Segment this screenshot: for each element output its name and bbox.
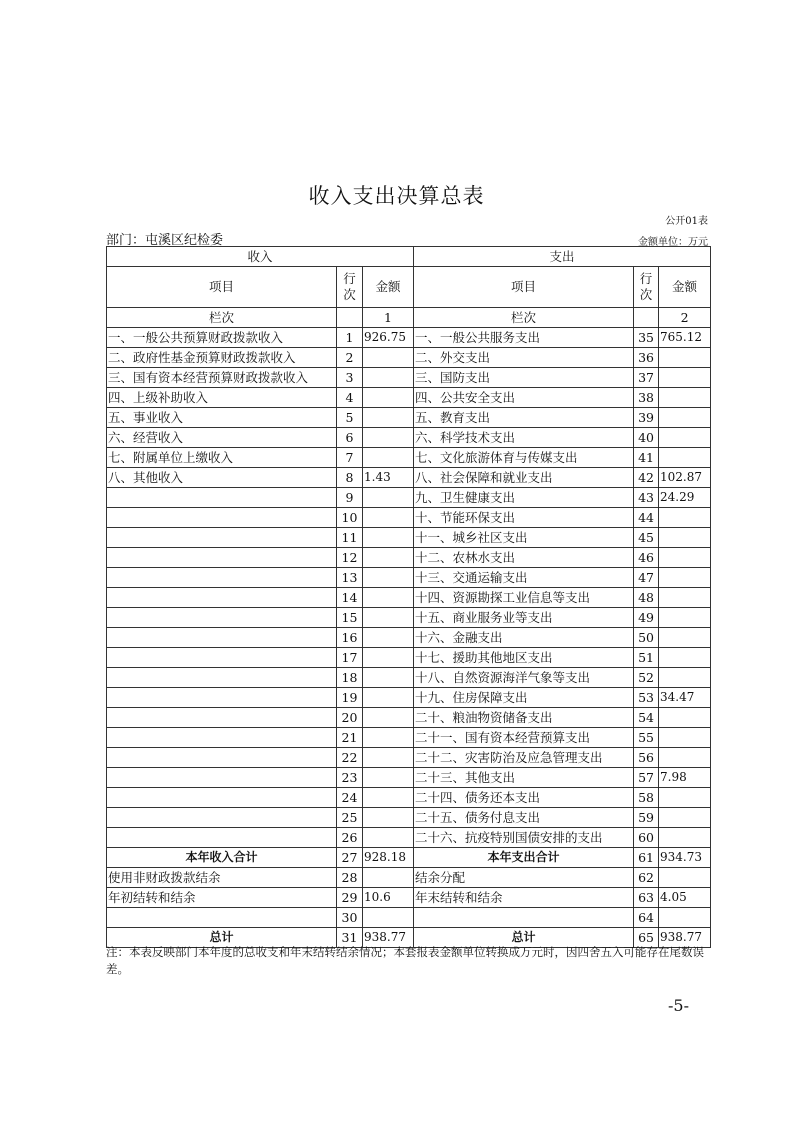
income-amount-cell xyxy=(363,588,414,608)
column-header-row xyxy=(107,267,711,308)
expense-item-cell: 十二、农林水支出 xyxy=(414,548,634,568)
expense-line-no-cell: 59 xyxy=(634,808,659,828)
expense-item-cell: 九、卫生健康支出 xyxy=(414,488,634,508)
expense-line-no-cell: 35 xyxy=(634,328,659,348)
expense-amount-cell xyxy=(659,388,711,408)
income-line-no-cell: 31 xyxy=(337,928,363,948)
expense-line-no-cell: 48 xyxy=(634,588,659,608)
income-line-no-cell: 21 xyxy=(337,728,363,748)
income-line-no-cell: 9 xyxy=(337,488,363,508)
expense-line-no-cell: 50 xyxy=(634,628,659,648)
income-col-number: 1 xyxy=(363,308,414,328)
form-number: 公开01表 xyxy=(665,216,708,227)
table-row xyxy=(107,568,711,588)
expense-line-no-cell: 38 xyxy=(634,388,659,408)
income-item-cell xyxy=(107,548,337,568)
income-amount-cell xyxy=(363,668,414,688)
table-row xyxy=(107,388,711,408)
income-line-no-cell: 17 xyxy=(337,648,363,668)
income-amount-cell xyxy=(363,348,414,368)
expense-item-cell: 四、公共安全支出 xyxy=(414,388,634,408)
expense-line-no-cell: 64 xyxy=(634,908,659,928)
expense-amount-cell: 4.05 xyxy=(659,888,711,908)
income-item-cell xyxy=(107,688,337,708)
expense-item-cell: 八、社会保障和就业支出 xyxy=(414,468,634,488)
income-item-cell xyxy=(107,648,337,668)
income-amount-cell xyxy=(363,428,414,448)
income-line-no-cell: 22 xyxy=(337,748,363,768)
income-line-no-cell: 12 xyxy=(337,548,363,568)
income-amount-cell xyxy=(363,368,414,388)
income-amount-cell xyxy=(363,748,414,768)
expense-section-header: 支出 xyxy=(414,247,711,267)
table-row xyxy=(107,328,711,348)
expense-item-cell: 二、外交支出 xyxy=(414,348,634,368)
income-item-cell: 总计 xyxy=(107,928,337,948)
income-item-cell: 六、经营收入 xyxy=(107,428,337,448)
expense-line-no-cell: 51 xyxy=(634,648,659,668)
expense-item-cell: 二十五、债务付息支出 xyxy=(414,808,634,828)
expense-amount-cell xyxy=(659,568,711,588)
expense-line-no-cell: 58 xyxy=(634,788,659,808)
expense-line-no-cell: 45 xyxy=(634,528,659,548)
income-amount-cell xyxy=(363,448,414,468)
income-amount-cell xyxy=(363,828,414,848)
expense-amount-cell xyxy=(659,708,711,728)
expense-item-cell: 二十一、国有资本经营预算支出 xyxy=(414,728,634,748)
table-row xyxy=(107,708,711,728)
income-line-no-cell: 26 xyxy=(337,828,363,848)
income-line-no-cell: 6 xyxy=(337,428,363,448)
expense-item-cell: 十六、金融支出 xyxy=(414,628,634,648)
table-row xyxy=(107,628,711,648)
expense-amount-cell xyxy=(659,548,711,568)
income-item-cell: 七、附属单位上缴收入 xyxy=(107,448,337,468)
table-row xyxy=(107,508,711,528)
income-line-no-cell: 7 xyxy=(337,448,363,468)
expense-amount-cell xyxy=(659,648,711,668)
income-amount-cell xyxy=(363,768,414,788)
income-line-no-cell: 19 xyxy=(337,688,363,708)
income-item-cell xyxy=(107,528,337,548)
expense-amount-cell xyxy=(659,868,711,888)
income-item-cell xyxy=(107,588,337,608)
income-line-no-cell: 23 xyxy=(337,768,363,788)
expense-item-cell: 十四、资源勘探工业信息等支出 xyxy=(414,588,634,608)
expense-line-no-cell: 36 xyxy=(634,348,659,368)
income-line-no-cell: 20 xyxy=(337,708,363,728)
expense-amount-cell xyxy=(659,828,711,848)
expense-line-no-cell: 47 xyxy=(634,568,659,588)
expense-item-header: 项目 xyxy=(414,267,634,308)
table-row xyxy=(107,368,711,388)
income-item-cell: 一、一般公共预算财政拨款收入 xyxy=(107,328,337,348)
expense-amount-cell: 938.77 xyxy=(659,928,711,948)
table-row xyxy=(107,808,711,828)
table-row xyxy=(107,888,711,908)
income-line-no-cell: 15 xyxy=(337,608,363,628)
expense-line-no-cell: 54 xyxy=(634,708,659,728)
expense-amount-cell xyxy=(659,368,711,388)
expense-amount-cell xyxy=(659,348,711,368)
table-row xyxy=(107,828,711,848)
expense-line-no-cell: 44 xyxy=(634,508,659,528)
expense-amount-cell: 7.98 xyxy=(659,768,711,788)
expense-amount-cell: 934.73 xyxy=(659,848,711,868)
income-amount-cell xyxy=(363,728,414,748)
income-item-cell xyxy=(107,508,337,528)
expense-amount-cell xyxy=(659,528,711,548)
income-line-no-header xyxy=(337,267,363,308)
expense-line-no-cell: 37 xyxy=(634,368,659,388)
table-row xyxy=(107,748,711,768)
expense-line-no-cell: 62 xyxy=(634,868,659,888)
table-row xyxy=(107,548,711,568)
expense-amount-cell xyxy=(659,508,711,528)
expense-col-blank xyxy=(634,308,659,328)
expense-item-cell: 二十四、债务还本支出 xyxy=(414,788,634,808)
income-line-no-cell: 14 xyxy=(337,588,363,608)
table-row xyxy=(107,608,711,628)
expense-amount-cell: 102.87 xyxy=(659,468,711,488)
expense-line-no-cell: 49 xyxy=(634,608,659,628)
expense-item-cell: 十七、援助其他地区支出 xyxy=(414,648,634,668)
expense-amount-cell: 765.12 xyxy=(659,328,711,348)
expense-item-cell: 十三、交通运输支出 xyxy=(414,568,634,588)
expense-line-no-cell: 63 xyxy=(634,888,659,908)
expense-amount-cell: 34.47 xyxy=(659,688,711,708)
income-amount-cell xyxy=(363,548,414,568)
expense-line-no-cell: 65 xyxy=(634,928,659,948)
expense-amount-header: 金额 xyxy=(659,267,711,308)
income-amount-cell: 938.77 xyxy=(363,928,414,948)
expense-line-no-cell: 43 xyxy=(634,488,659,508)
income-amount-cell xyxy=(363,488,414,508)
income-item-cell xyxy=(107,828,337,848)
department-label: 部门：屯溪区纪检委 xyxy=(106,233,224,248)
expense-item-cell: 结余分配 xyxy=(414,868,634,888)
expense-line-no-cell: 61 xyxy=(634,848,659,868)
expense-item-cell xyxy=(414,908,634,928)
table-row xyxy=(107,428,711,448)
income-item-cell xyxy=(107,708,337,728)
income-amount-cell: 926.75 xyxy=(363,328,414,348)
income-line-no-cell: 8 xyxy=(337,468,363,488)
income-line-no-cell: 1 xyxy=(337,328,363,348)
page-title: 收入支出决算总表 xyxy=(308,184,485,208)
expense-item-cell: 十八、自然资源海洋气象等支出 xyxy=(414,668,634,688)
income-item-cell xyxy=(107,608,337,628)
table-row xyxy=(107,468,711,488)
income-item-cell: 四、上级补助收入 xyxy=(107,388,337,408)
expense-line-no-cell: 57 xyxy=(634,768,659,788)
table-row xyxy=(107,448,711,468)
income-line-no-cell: 25 xyxy=(337,808,363,828)
income-item-cell: 八、其他收入 xyxy=(107,468,337,488)
income-amount-cell xyxy=(363,688,414,708)
expense-item-cell: 十九、住房保障支出 xyxy=(414,688,634,708)
expense-amount-cell xyxy=(659,668,711,688)
table-row xyxy=(107,408,711,428)
income-item-cell: 二、政府性基金预算财政拨款收入 xyxy=(107,348,337,368)
table-row xyxy=(107,348,711,368)
income-amount-cell xyxy=(363,868,414,888)
table-row xyxy=(107,788,711,808)
expense-line-no-cell: 52 xyxy=(634,668,659,688)
expense-line-no-header-text: 行次 xyxy=(639,271,653,302)
expense-item-cell: 二十、粮油物资储备支出 xyxy=(414,708,634,728)
expense-amount-cell xyxy=(659,408,711,428)
income-line-no-cell: 5 xyxy=(337,408,363,428)
income-item-cell xyxy=(107,668,337,688)
expense-line-no-cell: 39 xyxy=(634,408,659,428)
expense-amount-cell xyxy=(659,608,711,628)
income-amount-cell xyxy=(363,648,414,668)
income-line-no-cell: 13 xyxy=(337,568,363,588)
income-line-no-cell: 11 xyxy=(337,528,363,548)
expense-amount-cell xyxy=(659,588,711,608)
income-item-cell xyxy=(107,788,337,808)
expense-amount-cell xyxy=(659,808,711,828)
income-amount-cell xyxy=(363,388,414,408)
income-item-cell xyxy=(107,568,337,588)
expense-line-no-cell: 56 xyxy=(634,748,659,768)
income-amount-cell xyxy=(363,528,414,548)
income-amount-cell xyxy=(363,908,414,928)
income-amount-header: 金额 xyxy=(363,267,414,308)
expense-item-cell: 十五、商业服务业等支出 xyxy=(414,608,634,628)
expense-line-no-cell: 40 xyxy=(634,428,659,448)
table-row xyxy=(107,848,711,868)
income-amount-cell xyxy=(363,628,414,648)
income-amount-cell xyxy=(363,808,414,828)
income-item-cell xyxy=(107,488,337,508)
income-line-no-cell: 16 xyxy=(337,628,363,648)
expense-amount-cell xyxy=(659,748,711,768)
expense-amount-cell xyxy=(659,908,711,928)
income-amount-cell: 10.6 xyxy=(363,888,414,908)
income-item-cell xyxy=(107,748,337,768)
income-line-no-header-text: 行次 xyxy=(343,271,356,302)
expense-line-no-cell: 53 xyxy=(634,688,659,708)
expense-amount-cell: 24.29 xyxy=(659,488,711,508)
section-header-row xyxy=(107,247,711,267)
expense-amount-cell xyxy=(659,628,711,648)
income-col-blank xyxy=(337,308,363,328)
income-item-cell: 三、国有资本经营预算财政拨款收入 xyxy=(107,368,337,388)
expense-line-no-cell: 46 xyxy=(634,548,659,568)
income-amount-cell xyxy=(363,508,414,528)
income-line-no-cell: 18 xyxy=(337,668,363,688)
expense-line-no-cell: 55 xyxy=(634,728,659,748)
income-line-no-cell: 4 xyxy=(337,388,363,408)
expense-item-cell: 七、文化旅游体育与传媒支出 xyxy=(414,448,634,468)
expense-item-cell: 二十三、其他支出 xyxy=(414,768,634,788)
expense-amount-cell xyxy=(659,788,711,808)
expense-item-cell: 十一、城乡社区支出 xyxy=(414,528,634,548)
income-item-cell xyxy=(107,628,337,648)
page-number: -5- xyxy=(668,996,689,1015)
expense-line-no-cell: 42 xyxy=(634,468,659,488)
income-item-cell: 年初结转和结余 xyxy=(107,888,337,908)
income-item-cell: 本年收入合计 xyxy=(107,848,337,868)
expense-amount-cell xyxy=(659,448,711,468)
income-item-cell xyxy=(107,728,337,748)
table-row xyxy=(107,908,711,928)
income-amount-cell xyxy=(363,708,414,728)
expense-item-cell: 二十六、抗疫特别国债安排的支出 xyxy=(414,828,634,848)
income-amount-cell xyxy=(363,408,414,428)
table-row xyxy=(107,668,711,688)
income-item-cell xyxy=(107,808,337,828)
expense-line-no-header xyxy=(634,267,659,308)
income-item-cell xyxy=(107,768,337,788)
expense-item-cell: 年末结转和结余 xyxy=(414,888,634,908)
income-line-no-cell: 28 xyxy=(337,868,363,888)
table-row xyxy=(107,488,711,508)
expense-item-cell: 一、一般公共服务支出 xyxy=(414,328,634,348)
income-line-no-cell: 30 xyxy=(337,908,363,928)
table-row xyxy=(107,588,711,608)
income-line-no-cell: 10 xyxy=(337,508,363,528)
income-col-label: 栏次 xyxy=(107,308,337,328)
income-line-no-cell: 24 xyxy=(337,788,363,808)
column-number-row xyxy=(107,308,711,328)
expense-col-number: 2 xyxy=(659,308,711,328)
income-line-no-cell: 29 xyxy=(337,888,363,908)
income-item-header: 项目 xyxy=(107,267,337,308)
income-amount-cell xyxy=(363,608,414,628)
income-item-cell: 五、事业收入 xyxy=(107,408,337,428)
expense-item-cell: 五、教育支出 xyxy=(414,408,634,428)
expense-line-no-cell: 60 xyxy=(634,828,659,848)
income-amount-cell xyxy=(363,788,414,808)
income-line-no-cell: 2 xyxy=(337,348,363,368)
footnote: 注：本表反映部门本年度的总收支和年末结转结余情况；本套报表金额单位转换成万元时，因四舍五入可能存在尾数误差。 xyxy=(106,945,704,976)
expense-item-cell: 总计 xyxy=(414,928,634,948)
expense-col-label: 栏次 xyxy=(414,308,634,328)
expense-item-cell: 十、节能环保支出 xyxy=(414,508,634,528)
expense-line-no-cell: 41 xyxy=(634,448,659,468)
amount-unit-label: 金额单位：万元 xyxy=(638,237,708,248)
income-expense-table xyxy=(106,246,711,948)
table-row xyxy=(107,868,711,888)
expense-item-cell: 六、科学技术支出 xyxy=(414,428,634,448)
income-item-cell xyxy=(107,908,337,928)
expense-item-cell: 二十二、灾害防治及应急管理支出 xyxy=(414,748,634,768)
expense-amount-cell xyxy=(659,728,711,748)
expense-amount-cell xyxy=(659,428,711,448)
table-row xyxy=(107,768,711,788)
income-line-no-cell: 3 xyxy=(337,368,363,388)
income-amount-cell: 1.43 xyxy=(363,468,414,488)
table-row xyxy=(107,528,711,548)
income-section-header: 收入 xyxy=(107,247,414,267)
table-row xyxy=(107,728,711,748)
expense-item-cell: 三、国防支出 xyxy=(414,368,634,388)
expense-item-cell: 本年支出合计 xyxy=(414,848,634,868)
income-item-cell: 使用非财政拨款结余 xyxy=(107,868,337,888)
income-line-no-cell: 27 xyxy=(337,848,363,868)
table-row xyxy=(107,688,711,708)
table-row xyxy=(107,648,711,668)
income-amount-cell xyxy=(363,568,414,588)
income-amount-cell: 928.18 xyxy=(363,848,414,868)
